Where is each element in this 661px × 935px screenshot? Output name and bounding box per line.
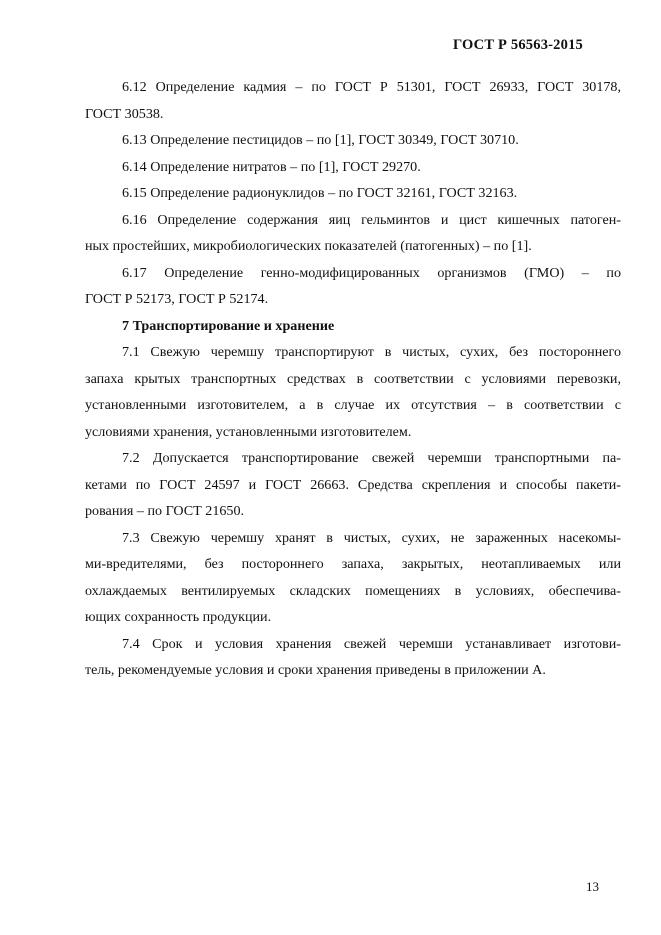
paragraph-line: ных простейших, микробиологических показателей (патогенных) – по [1].	[85, 238, 532, 254]
paragraph-line: 7.1 Свежую черемшу транспортируют в чистых, сухих, без постороннего	[122, 344, 621, 360]
paragraph-line: ющих сохранность продукции.	[85, 609, 272, 625]
paragraph-6-12	[85, 74, 621, 127]
paragraph-line: 6.16 Определение содержания яиц гельминтов и цист кишечных патоген-	[122, 211, 621, 228]
paragraph-line: 7.3 Свежую черемшу хранят в чистых, сухих, не зараженных насекомы-	[122, 529, 621, 546]
paragraph-line: рования – по ГОСТ 21650.	[85, 503, 245, 519]
document-code: ГОСТ Р 56563-2015	[452, 37, 583, 53]
paragraph-line: ми-вредителями, без постороннего запаха, закрытых, неотапливаемых или	[85, 556, 621, 572]
paragraph-6-17	[85, 260, 621, 313]
paragraph-line: ГОСТ 30538.	[85, 105, 164, 122]
paragraph-line: 7.4 Срок и условия хранения свежей черемши устанавливает изготови-	[122, 635, 621, 652]
paragraph-line: условиями хранения, установленными изготовителем.	[85, 423, 412, 440]
paragraph-6-14: 6.14 Определение нитратов – по [1], ГОСТ 29270.	[122, 158, 421, 175]
section-heading: 7 Транспортирование и хранение	[122, 317, 335, 334]
paragraph-6-15: 6.15 Определение радионуклидов – по ГОСТ 32161, ГОСТ 32163.	[122, 185, 518, 201]
paragraph-line: установленными изготовителем, а в случае их отсутствия – в соответствии с	[85, 397, 621, 413]
paragraph-6-16	[85, 207, 621, 260]
paragraph-line: ГОСТ Р 52173, ГОСТ Р 52174.	[85, 291, 269, 307]
paragraph-line: 6.12 Определение кадмия – по ГОСТ Р 51301, ГОСТ 26933, ГОСТ 30178,	[122, 79, 621, 95]
paragraph-7-4	[85, 631, 621, 684]
paragraph-7-3	[85, 525, 621, 631]
paragraph-line: запаха крытых транспортных средствах в соответствии с условиями перевозки,	[85, 370, 621, 387]
paragraph-line: кетами по ГОСТ 24597 и ГОСТ 26663. Средства скрепления и способы пакети-	[85, 476, 621, 493]
page-number: 13	[586, 879, 599, 894]
paragraph-line: 6.17 Определение генно-модифицированных организмов (ГМО) – по	[122, 264, 621, 281]
paragraph-7-2	[85, 445, 621, 525]
paragraph-6-13: 6.13 Определение пестицидов – по [1], ГОСТ 30349, ГОСТ 30710.	[122, 132, 519, 148]
paragraph-line: охлаждаемых вентилируемых складских помещениях в условиях, обеспечива-	[85, 582, 621, 599]
paragraph-line: 7.2 Допускается транспортирование свежей черемши транспортными па-	[122, 450, 621, 466]
page-body	[85, 74, 621, 684]
paragraph-line: тель, рекомендуемые условия и сроки хранения приведены в приложении А.	[85, 662, 546, 678]
paragraph-7-1	[85, 339, 621, 445]
